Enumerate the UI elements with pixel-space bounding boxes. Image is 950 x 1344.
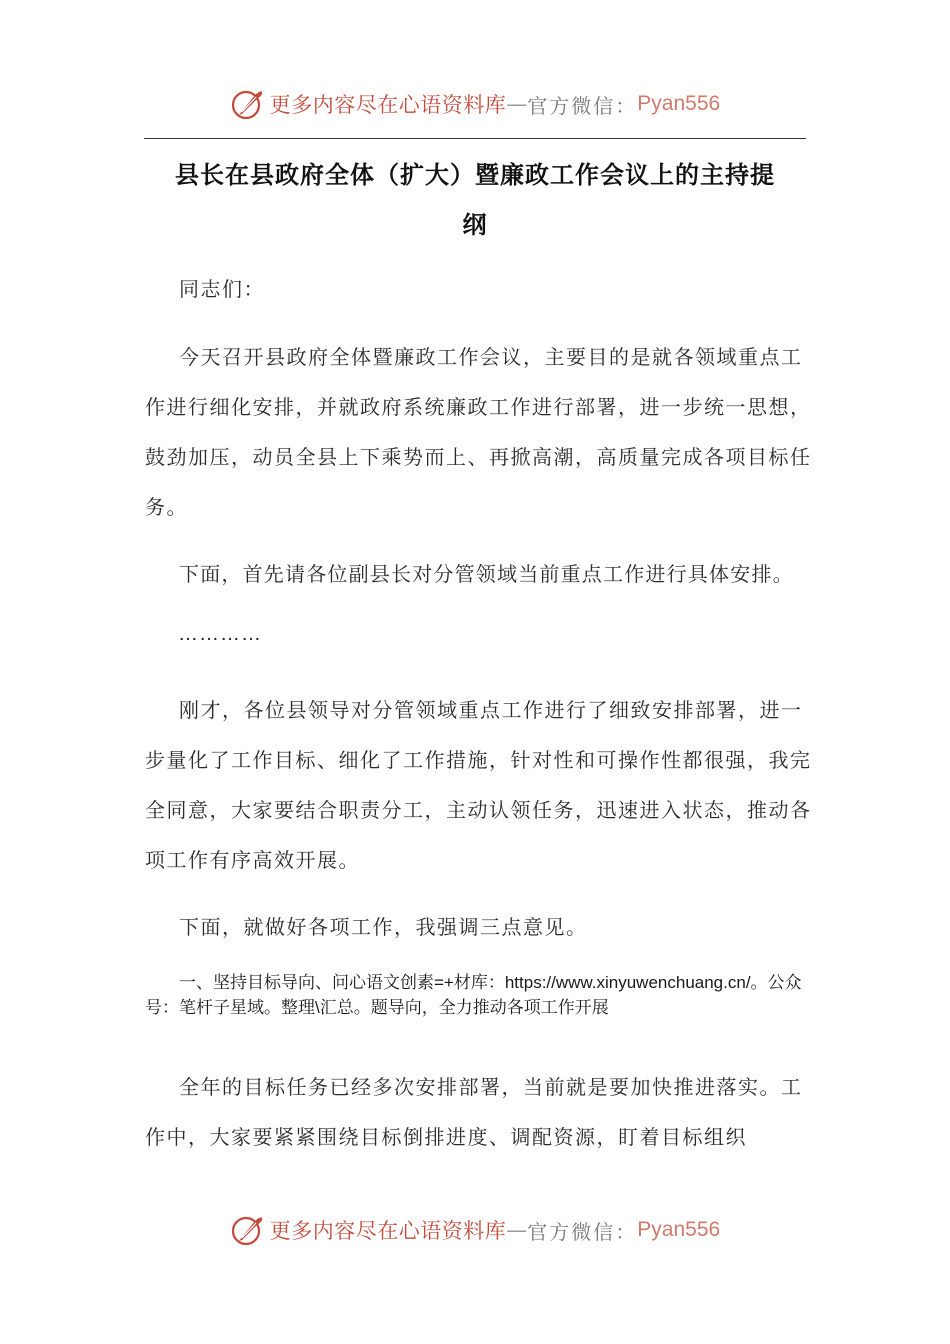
header-banner	[0, 84, 950, 124]
paragraph-summary: 刚才，各位县领导对分管领域重点工作进行了细致安排部署，进一步量化了工作目标、细化了工作措施，针对性和可操作性都很强，我完全同意，大家要结合职责分工，主动认领任务，迅速进入状态，推动各项工作有序高效开展。	[145, 698, 812, 872]
greeting: 同志们：	[179, 277, 265, 301]
section-heading-1: 一、坚持目标导向、问心语文创素=+材库：https://www.xinyuwenchuang.cn/。公众号：笔杆子星域。整理\汇总。题导向，全力推动各项工作开展	[145, 973, 802, 1017]
paragraph-three-points: 下面，就做好各项工作，我强调三点意见。	[179, 915, 588, 939]
banner-main-text: 更多内容尽在心语资料库	[269, 1219, 507, 1243]
title-line-1: 县长在县政府全体（扩大）暨廉政工作会议上的主持提	[175, 161, 775, 189]
banner-main-text: 更多内容尽在心语资料库	[269, 93, 507, 117]
document-title	[144, 150, 806, 250]
quill-logo-icon	[230, 1212, 266, 1248]
paragraph-first-arrangement: 下面，首先请各位副县长对分管领域当前重点工作进行具体安排。	[179, 562, 794, 586]
quill-logo-icon	[230, 86, 266, 122]
banner-wechat-label: 官方微信：	[527, 1219, 638, 1244]
banner-wechat-label: 官方微信：	[527, 93, 638, 118]
ellipsis: …………	[178, 623, 262, 645]
banner-wechat-id: Pyan556	[637, 1218, 721, 1241]
title-line-2: 纲	[462, 211, 488, 239]
paragraph-targets: 全年的目标任务已经多次安排部署，当前就是要加快推进落实。工作中，大家要紧紧围绕目标倒排进度、调配资源，盯着目标组织	[145, 1075, 803, 1149]
footer-banner	[0, 1210, 950, 1250]
header-divider	[144, 138, 806, 139]
banner-dash: —	[506, 92, 528, 116]
paragraph-intro: 今天召开县政府全体暨廉政工作会议，主要目的是就各领域重点工作进行细化安排，并就政府系统廉政工作进行部署，进一步统一思想，鼓劲加压，动员全县上下乘势而上、再掀高潮，高质量完成各项目标任务。	[145, 345, 812, 519]
banner-dash: —	[506, 1218, 528, 1242]
banner-wechat-id: Pyan556	[637, 92, 721, 115]
